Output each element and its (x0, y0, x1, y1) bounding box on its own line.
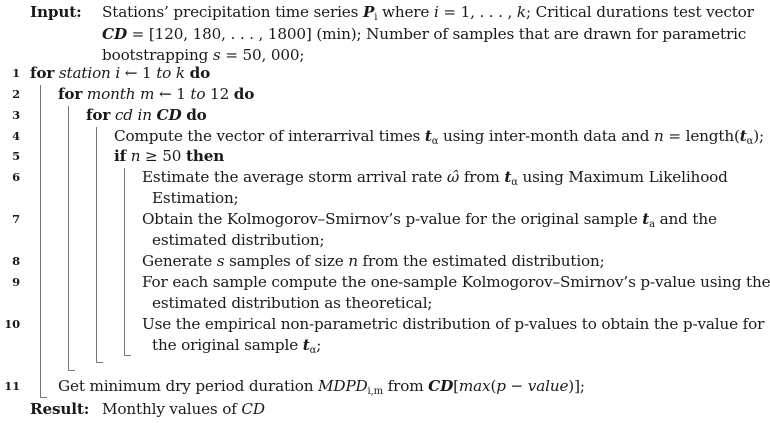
block-end-hook (96, 362, 103, 363)
step-7-text: Obtain the Kolmogorov–Smirnov’s p-value for the original sample $t_a$ and the (142, 210, 717, 230)
step-7-cont-text: estimated distribution; (152, 231, 325, 249)
step-10-text: Use the empirical non-parametric distribution of p-values to obtain the p-value for (142, 315, 765, 333)
input-line-text: CD = [120, 180, . . . , 1800] (min); Number of samples that are drawn for parametric (102, 25, 747, 43)
step-6-cont-text: Estimation; (152, 189, 239, 207)
step-9-text: For each sample compute the one-sample Kolmogorov–Smirnov’s p-value using the (142, 273, 770, 291)
step-9-cont-text: estimated distribution as theoretical; (152, 294, 433, 312)
block-end-hook (124, 355, 131, 356)
result-line-text: Monthly values of CD (102, 400, 265, 418)
block-guide-line (124, 168, 125, 355)
result-label: Result: (30, 400, 90, 418)
block-guide-line (96, 127, 97, 362)
line-number: 11 (4, 379, 20, 393)
step-1-text: for station i ← 1 to k do (30, 64, 211, 82)
line-number: 8 (12, 254, 20, 268)
line-number: 3 (12, 108, 20, 122)
step-4-text: Compute the vector of interarrival times $t_\alpha$ using inter-month data and $n = length(t_\alpha)$; (114, 127, 764, 147)
step-8-text: Generate s samples of size n from the estimated distribution; (142, 252, 605, 270)
line-number: 9 (12, 275, 20, 289)
step-3-text: for cd in CD do (86, 106, 207, 124)
line-number: 6 (12, 170, 20, 184)
step-5-text: if n ≥ 50 then (114, 147, 225, 165)
step-10-cont-text: the original sample $t_\alpha$; (152, 336, 322, 356)
block-guide-line (68, 106, 69, 370)
line-number: 2 (12, 87, 20, 101)
block-end-hook (40, 397, 47, 398)
input-label: Input: (30, 3, 82, 21)
line-number: 7 (12, 212, 20, 226)
line-number: 10 (4, 317, 20, 331)
line-number: 4 (12, 129, 20, 143)
step-6-text: Estimate the average storm arrival rate ω̂ from $t_\alpha$ using Maximum Likelihood (142, 168, 728, 188)
input-line-text: Stations’ precipitation time series $P_i$ where i = 1, . . . , k; Critical durations test vector (102, 3, 754, 23)
input-line-text: bootstrapping s = 50, 000; (102, 46, 305, 64)
step-11-text: Get minimum dry period duration $MDPD_{i,m}$ from CD[max(p − value)]; (58, 377, 585, 397)
line-number: 5 (12, 149, 20, 163)
step-2-text: for month m ← 1 to 12 do (58, 85, 255, 103)
line-number: 1 (12, 66, 20, 80)
block-guide-line (40, 85, 41, 397)
block-end-hook (68, 370, 75, 371)
